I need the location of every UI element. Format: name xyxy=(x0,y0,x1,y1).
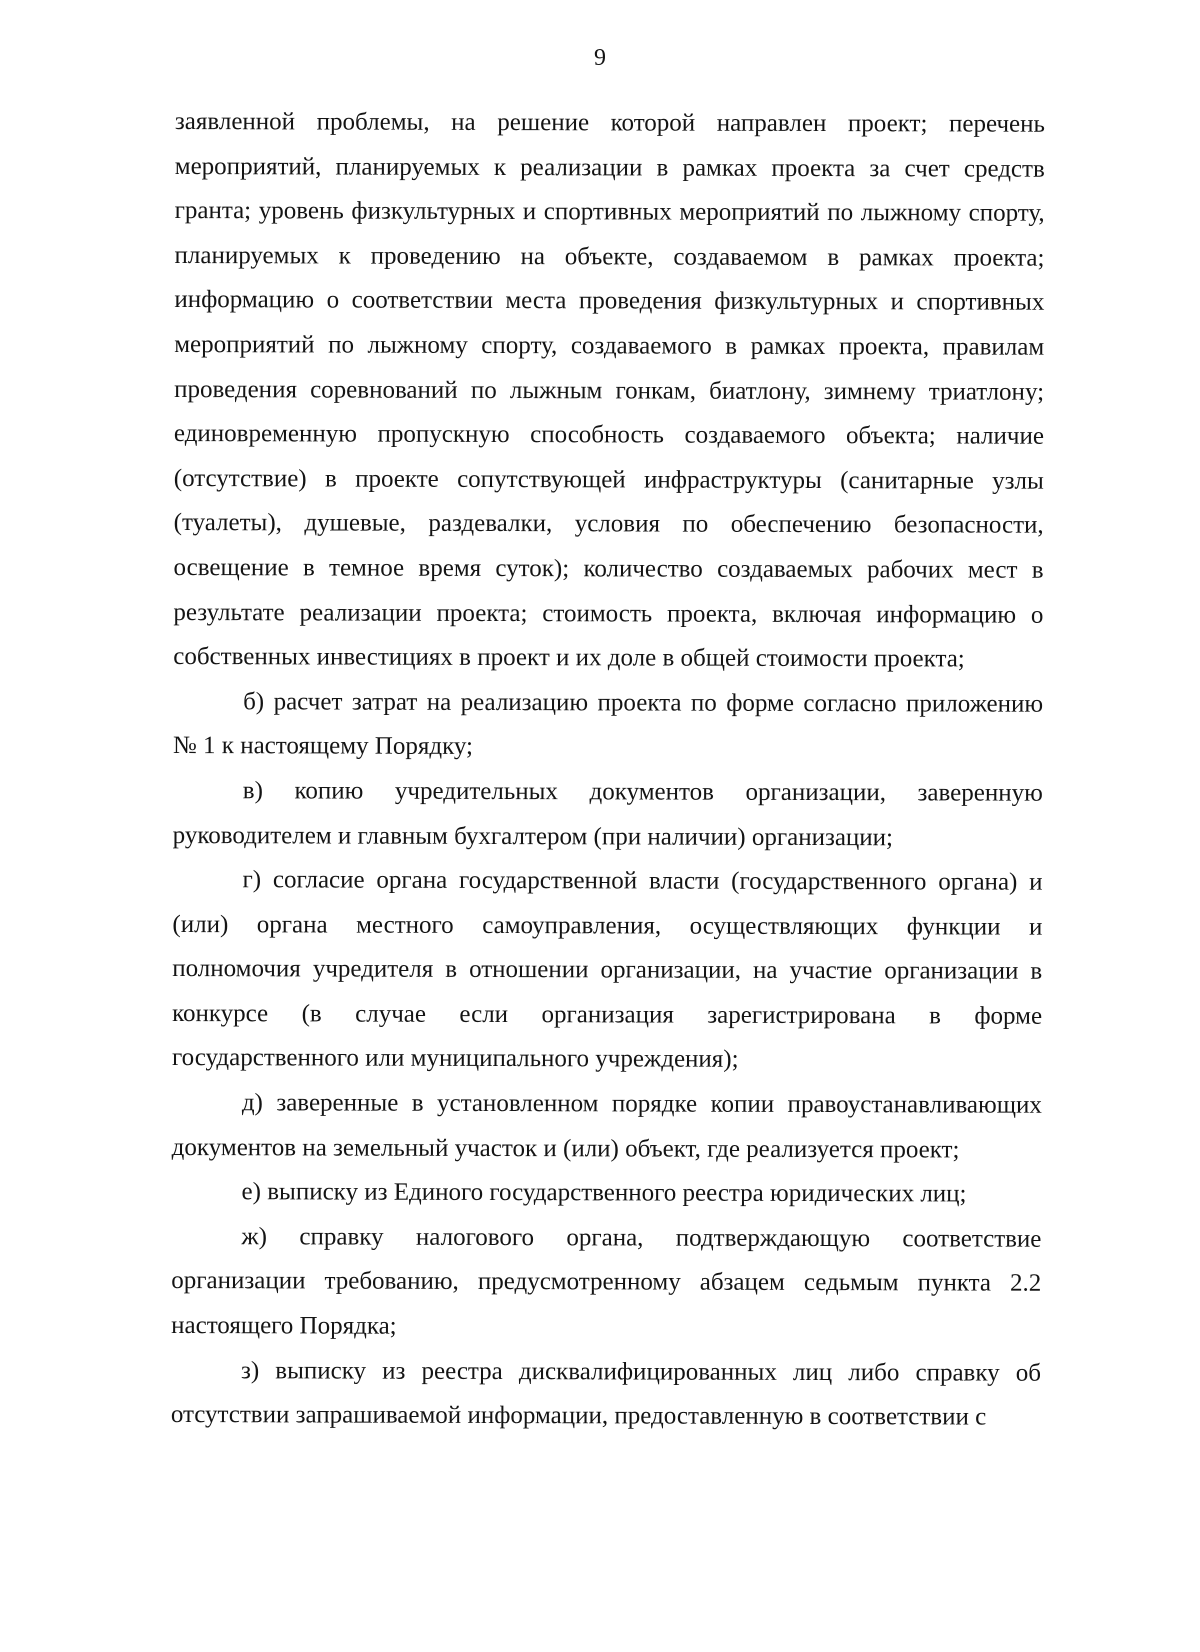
paragraph-item-zh: ж) справку налогового органа, подтверждающую соответствие организации требованию, предусмотренному абзацем седьмым пункта 2.2 настоящего Порядка; xyxy=(171,1223,1042,1340)
paragraph-item-z: з) выписку из реестра дисквалифицированных лиц либо справку об отсутствии запрашиваемой информации, предоставленную в соответствии с xyxy=(170,1356,1042,1431)
paragraph-item-d: д) заверенные в установленном порядке копии правоустанавливающих документов на земельный участок и (или) объект, где реализуется проект; xyxy=(171,1089,1042,1164)
paragraph-item-g: г) согласие органа государственной власти (государственного органа) и (или) органа местного самоуправления, осуществляющих функции и полномочия учредителя в отношении организации, на участие организации в конкурсе (в случае если организация зарегистрирована в форме государственного или муниципального учреждения); xyxy=(171,866,1043,1074)
paragraph-continuation: заявленной проблемы, на решение которой направлен проект; перечень мероприятий, планируемых к реализации в рамках проекта за счет средств гранта; уровень физкультурных и спортивных мероприятий по лыжному спорту, планируемых к проведению на объекте, создаваемом в рамках проекта; информацию о соответствии места проведения физкультурных и спортивных мероприятий по лыжному спорту, создаваемого в рамках проекта, правилам проведения соревнований по лыжным гонкам, биатлону, зимнему триатлону; единовременную пропускную способность создаваемого объекта; наличие (отсутствие) в проекте сопутствующей инфраструктуры (санитарные узлы (туалеты), душевые, раздевалки, условия по обеспечению безопасности, освещение в темное время суток); количество создаваемых рабочих мест в результате реализации проекта; стоимость проекта, включая информацию о собственных инвестициях в проект и их доле в общей стоимости проекта; xyxy=(173,107,1045,673)
document-body xyxy=(171,100,1045,1441)
paragraph-item-v: в) копию учредительных документов организации, заверенную руководителем и главным бухгалтером (при наличии) организации; xyxy=(172,777,1043,851)
paragraph-item-b: б) расчет затрат на реализацию проекта по форме согласно приложению № 1 к настоящему Порядку; xyxy=(172,687,1044,761)
paragraph-item-e: е) выписку из Единого государственного реестра юридических лиц; xyxy=(241,1178,967,1208)
page-number: 9 xyxy=(594,45,606,71)
